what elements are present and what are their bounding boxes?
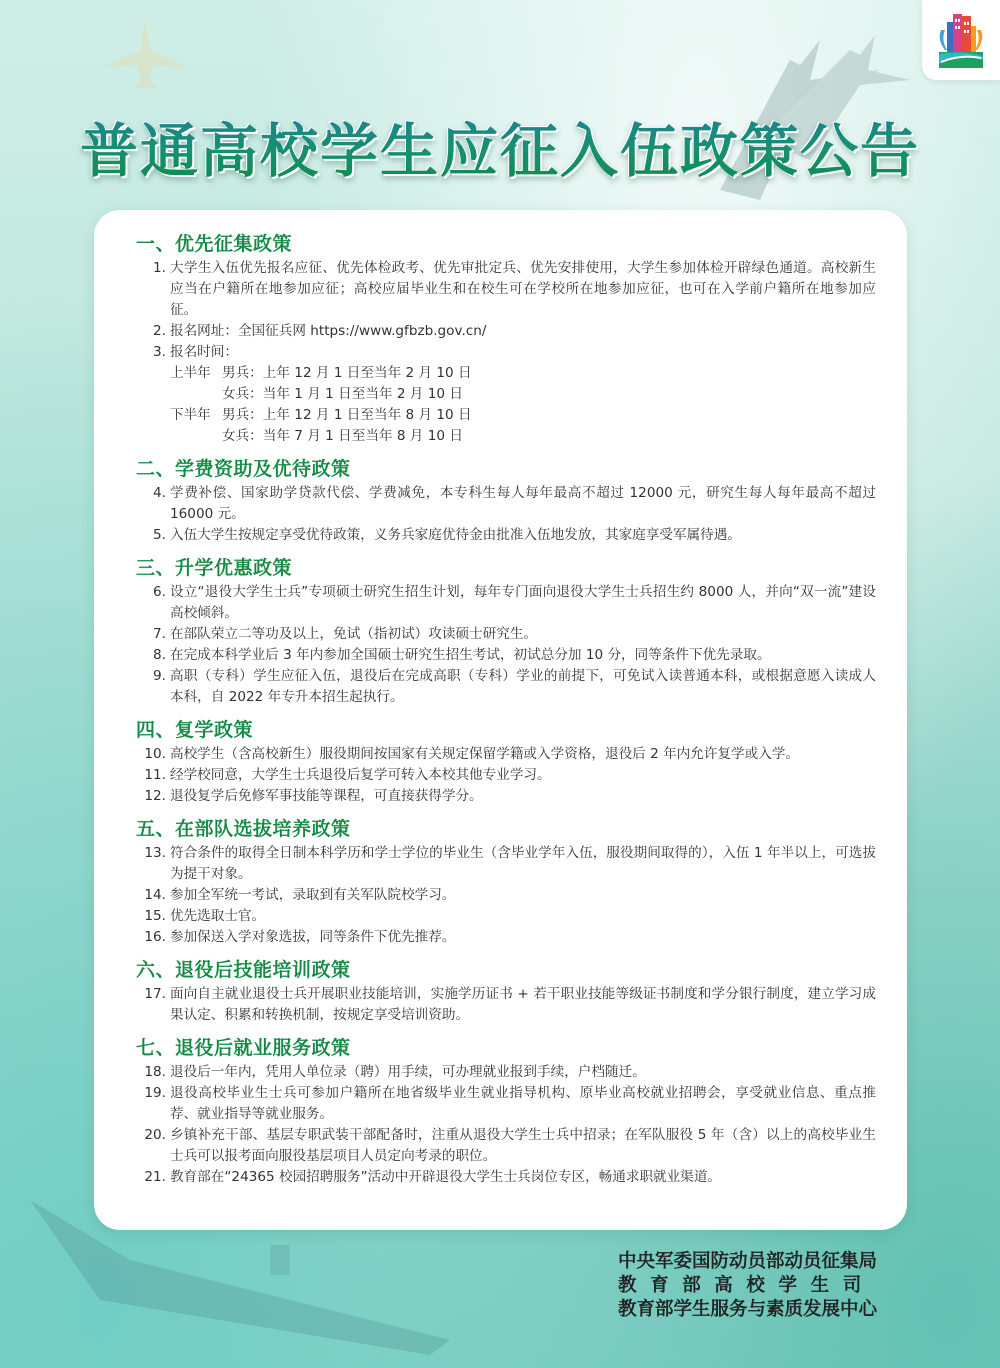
section-heading: 四、复学政策 — [136, 719, 254, 741]
list-item: 2. 报名网址：全国征兵网 https://www.gfbzb.gov.cn/ — [136, 321, 876, 342]
list-item: 18. 退役后一年内，凭用人单位录（聘）用手续，可办理就业报到手续，户档随迁。 — [144, 1064, 646, 1080]
list-item: 3. 报名时间： — [153, 344, 238, 360]
policy-card — [94, 210, 907, 1230]
list-item: 4. 学费补偿、国家助学贷款代偿、学费减免，本专科生每人每年最高不超过 12000 元，研究生每人每年最高不超过 16000 元。 — [153, 485, 876, 522]
list-item: 15. 优先选取士官。 — [144, 908, 266, 924]
schedule-row: 上半年 男兵：上年 12 月 1 日至当年 2 月 10 日 — [170, 365, 472, 381]
section-heading: 五、在部队选拔培养政策 — [136, 818, 351, 840]
schedule-row: 下半年 男兵：上年 12 月 1 日至当年 8 月 10 日 — [170, 407, 472, 423]
section-heading: 一、优先征集政策 — [136, 233, 293, 255]
list-item: 5. 入伍大学生按规定享受优待政策，义务兵家庭优待金由批准入伍地发放，其家庭享受军属待遇。 — [153, 527, 741, 543]
list-item: 21. 教育部在“24365 校园招聘服务”活动中开辟退役大学生士兵岗位专区，畅通求职就业渠道。 — [144, 1169, 722, 1185]
list-item: 16. 参加保送入学对象选拔，同等条件下优先推荐。 — [144, 929, 456, 945]
list-item: 9. 高职（专科）学生应征入伍，退役后在完成高职（专科）学业的前提下，可免试入读普通本科，或根据意愿入读成人本科，自 2022 年专升本招生起执行。 — [153, 668, 876, 705]
section-resume-study — [136, 716, 876, 807]
list-item: 11. 经学校同意，大学生士兵退役后复学可转入本校其他专业学习。 — [144, 767, 551, 783]
registration-url-text: 报名网址：全国征兵网 https://www.gfbzb.gov.cn/ — [170, 323, 487, 339]
section-priority-enlistment — [136, 230, 876, 447]
list-item: 1. 大学生入伍优先报名应征、优先体检政考、优先审批定兵、优先安排使用，大学生参加体检开辟绿色通道。高校新生应当在户籍所在地参加应征；高校应届毕业生和在校生可在学校所在地参加应征，也可在入学前户籍所在地参加应征。 — [153, 260, 876, 318]
section-heading: 二、学费资助及优待政策 — [136, 458, 351, 480]
section-heading: 六、退役后技能培训政策 — [136, 959, 351, 981]
city-buildings-logo-icon — [937, 10, 985, 70]
org-name: 教育部高校学生司 — [618, 1275, 875, 1296]
section-heading: 三、升学优惠政策 — [136, 557, 293, 579]
list-item: 20. 乡镇补充干部、基层专职武装干部配备时，注重从退役大学生士兵中招录；在军队服役 5 年（含）以上的高校毕业生士兵可以报考面向服役基层项目人员定向考录的职位。 — [144, 1127, 876, 1164]
list-item: 19. 退役高校毕业生士兵可参加户籍所在地省级毕业生就业指导机构、原毕业高校就业招聘会，享受就业信息、重点推荐、就业指导等就业服务。 — [144, 1085, 876, 1122]
list-item: 14. 参加全军统一考试，录取到有关军队院校学习。 — [144, 887, 456, 903]
list-item: 6. 设立“退役大学生士兵”专项硕士研究生招生计划，每年专门面向退役大学生士兵招生约 8000 人，并向“双一流”建设高校倾斜。 — [153, 584, 876, 621]
section-skills-training — [136, 956, 876, 1026]
section-employment-services — [136, 1034, 876, 1188]
schedule-row: 女兵：当年 1 月 1 日至当年 2 月 10 日 — [222, 386, 463, 402]
section-tuition-aid — [136, 455, 876, 546]
list-item: 13. 符合条件的取得全日制本科学历和学士学位的毕业生（含毕业学年入伍，服役期间取得的），入伍 1 年半以上，可选拔为提干对象。 — [144, 845, 876, 882]
section-heading: 七、退役后就业服务政策 — [136, 1037, 351, 1059]
section-military-selection — [136, 815, 876, 948]
logo-badge — [922, 0, 1000, 80]
page-title: 普通高校学生应征入伍政策公告 — [0, 104, 1000, 188]
list-item: 12. 退役复学后免修军事技能等课程，可直接获得学分。 — [144, 788, 483, 804]
list-item: 17. 面向自主就业退役士兵开展职业技能培训，实施学历证书 + 若干职业技能等级证书制度和学分银行制度，建立学习成果认定、积累和转换机制，按规定享受培训资助。 — [144, 986, 876, 1023]
fighter-jet-illustration — [100, 20, 190, 90]
org-name: 中央军委国防动员部动员征集局 — [618, 1251, 878, 1272]
list-item: 10. 高校学生（含高校新生）服役期间按国家有关规定保留学籍或入学资格，退役后 2 年内允许复学或入学。 — [144, 746, 800, 762]
schedule-row: 女兵：当年 7 月 1 日至当年 8 月 10 日 — [222, 428, 463, 444]
list-item: 7. 在部队荣立二等功及以上，免试（指初试）攻读硕士研究生。 — [153, 626, 538, 642]
list-item: 8. 在完成本科学业后 3 年内参加全国硕士研究生招生考试，初试总分加 10 分，同等条件下优先录取。 — [153, 647, 771, 663]
org-name: 教育部学生服务与素质发展中心 — [618, 1299, 878, 1320]
section-further-education — [136, 554, 876, 708]
issuing-organizations — [618, 1250, 908, 1322]
